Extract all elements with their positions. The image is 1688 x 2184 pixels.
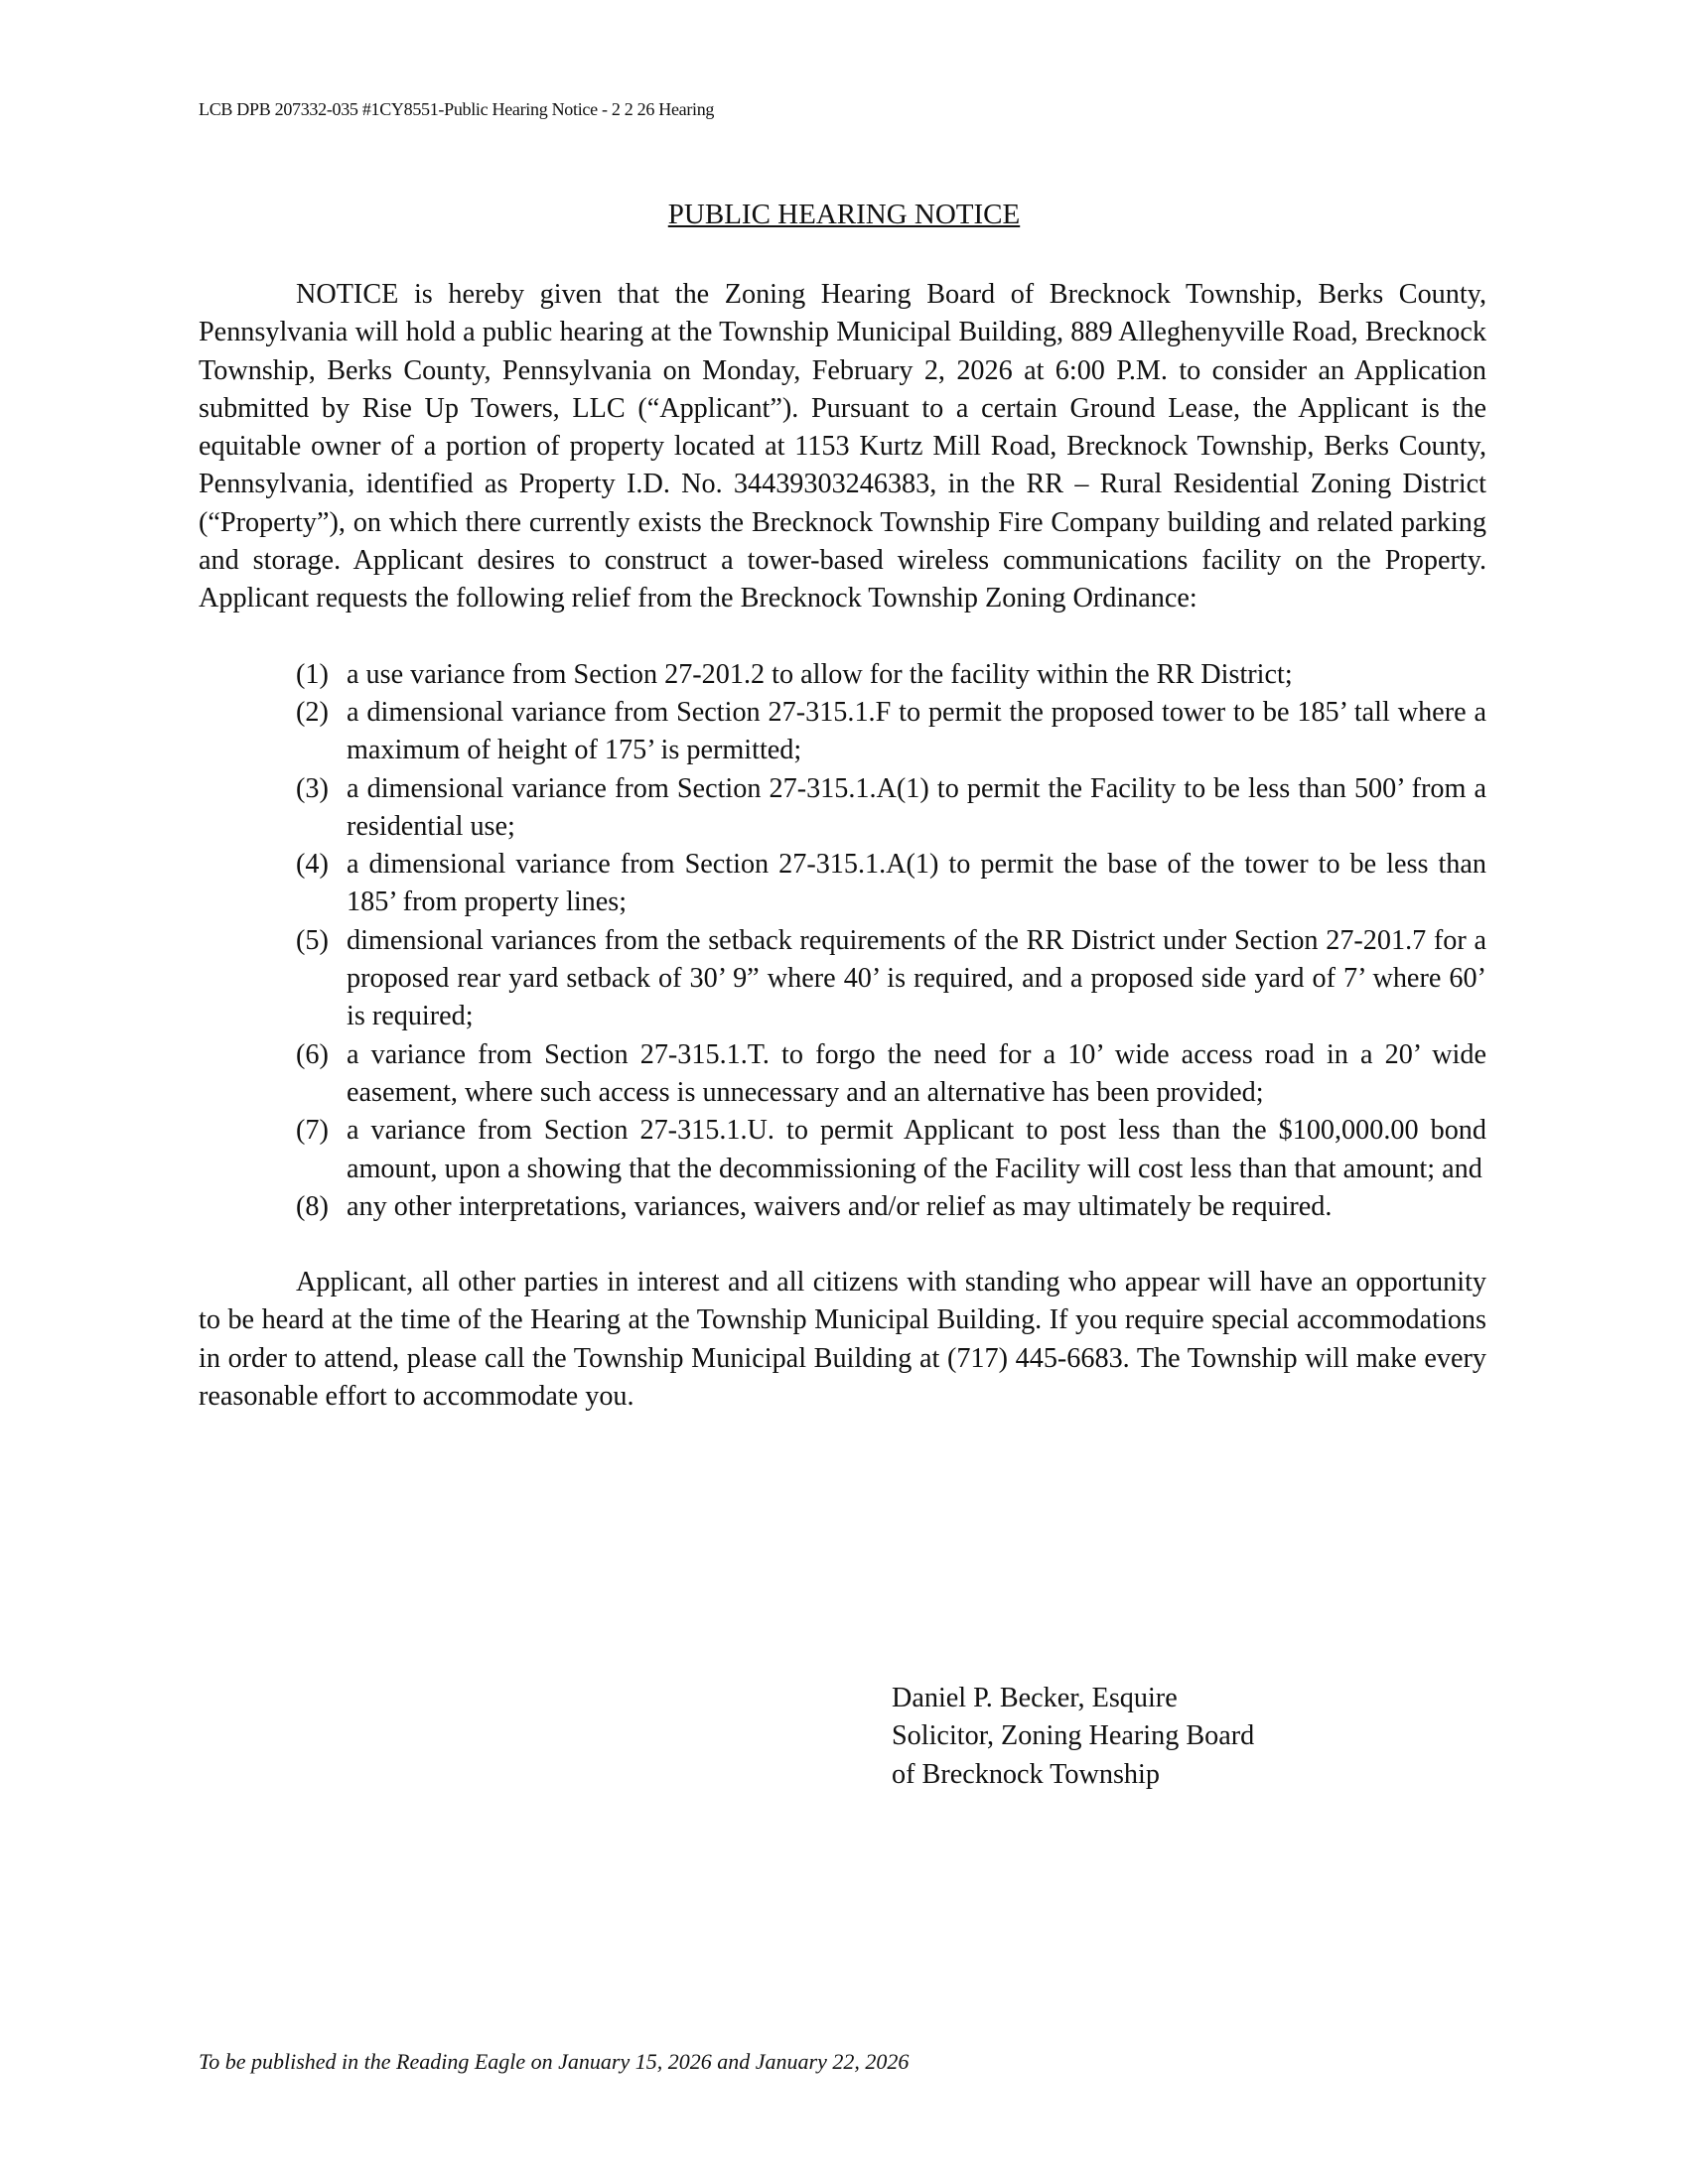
- list-item: [199, 770, 1486, 847]
- item-text: a dimensional variance from Section 27-315.1.A(1) to permit the Facility to be less than 500’ from a residential use;: [347, 772, 1486, 842]
- item-text: a variance from Section 27-315.1.U. to permit Applicant to post less than the $100,000.00 bond amount, upon a showing that the decommissioning of the Facility will cost less than that amount; and: [347, 1115, 1486, 1184]
- item-number: (8): [296, 1190, 329, 1222]
- item-number: (6): [296, 1038, 329, 1070]
- page-title: [0, 199, 1688, 231]
- closing-paragraph: Applicant, all other parties in interest and all citizens with standing who appear will have an opportunity to be heard at the time of the Hearing at the Township Municipal Building. If you require special accommodations in order to attend, please call the Township Municipal Building at (717) 445-6683. The Township will make every reasonable effort to accommodate you.: [199, 1267, 1486, 1413]
- list-item: [199, 1036, 1486, 1113]
- item-number: (7): [296, 1115, 329, 1147]
- item-number: (1): [296, 658, 329, 690]
- list-item: [199, 1112, 1486, 1188]
- item-text: a variance from Section 27-315.1.T. to forgo the need for a 10’ wide access road in a 20’ wide easement, where such access is unnecessary and an alternative has been provided;: [347, 1038, 1486, 1108]
- signature-block: [892, 1680, 1254, 1794]
- intro-paragraph: NOTICE is hereby given that the Zoning Hearing Board of Brecknock Township, Berks County, Pennsylvania will hold a public hearing at the Township Municipal Building, 889 Alleghenyville Road, Brecknock Township, Berks County, Pennsylvania on Monday, February 2, 2026 at 6:00 P.M. to consider an Application submitted by Rise Up Towers, LLC (“Applicant”). Pursuant to a certain Ground Lease, the Applicant is the equitable owner of a portion of property located at 1153 Kurtz Mill Road, Brecknock Township, Berks County, Pennsylvania, identified as Property I.D. No. 34439303246383, in the RR – Rural Residential Zoning District (“Property”), on which there currently exists the Brecknock Township Fire Company building and related parking and storage. Applicant desires to construct a tower-based wireless communications facility on the Property. Applicant requests the following relief from the Brecknock Township Zoning Ordinance:: [199, 279, 1486, 614]
- item-text: a dimensional variance from Section 27-315.1.F to permit the proposed tower to be 185’ tall where a maximum of height of 175’ is permitted;: [347, 696, 1486, 766]
- publication-footer: To be published in the Reading Eagle on January 15, 2026 and January 22, 2026: [199, 2049, 910, 2074]
- item-number: (3): [296, 772, 329, 804]
- item-number: (2): [296, 696, 329, 728]
- list-item: [199, 922, 1486, 1036]
- document-header: LCB DPB 207332-035 #1CY8551-Public Hearing Notice - 2 2 26 Hearing: [199, 99, 715, 119]
- item-number: (5): [296, 924, 329, 956]
- list-item: [199, 656, 1486, 694]
- list-item: [199, 1188, 1486, 1226]
- item-text: any other interpretations, variances, waivers and/or relief as may ultimately be required.: [347, 1190, 1333, 1222]
- relief-list: [199, 656, 1486, 1226]
- item-text: a use variance from Section 27-201.2 to allow for the facility within the RR District;: [347, 658, 1293, 690]
- signature-name: Daniel P. Becker, Esquire: [892, 1683, 1178, 1713]
- item-text: a dimensional variance from Section 27-315.1.A(1) to permit the base of the tower to be less than 185’ from property lines;: [347, 849, 1486, 918]
- list-item: [199, 846, 1486, 922]
- signature-organization: of Brecknock Township: [892, 1758, 1160, 1790]
- list-item: [199, 694, 1486, 770]
- notice-body: [199, 276, 1486, 1416]
- item-text: dimensional variances from the setback requirements of the RR District under Section 27-201.7 for a proposed rear yard setback of 30’ 9” where 40’ is required, and a proposed side yard of 7’ where 60’ is required;: [347, 924, 1486, 1032]
- signature-title: Solicitor, Zoning Hearing Board: [892, 1720, 1255, 1752]
- title-text: PUBLIC HEARING NOTICE: [667, 199, 1021, 230]
- item-number: (4): [296, 849, 329, 881]
